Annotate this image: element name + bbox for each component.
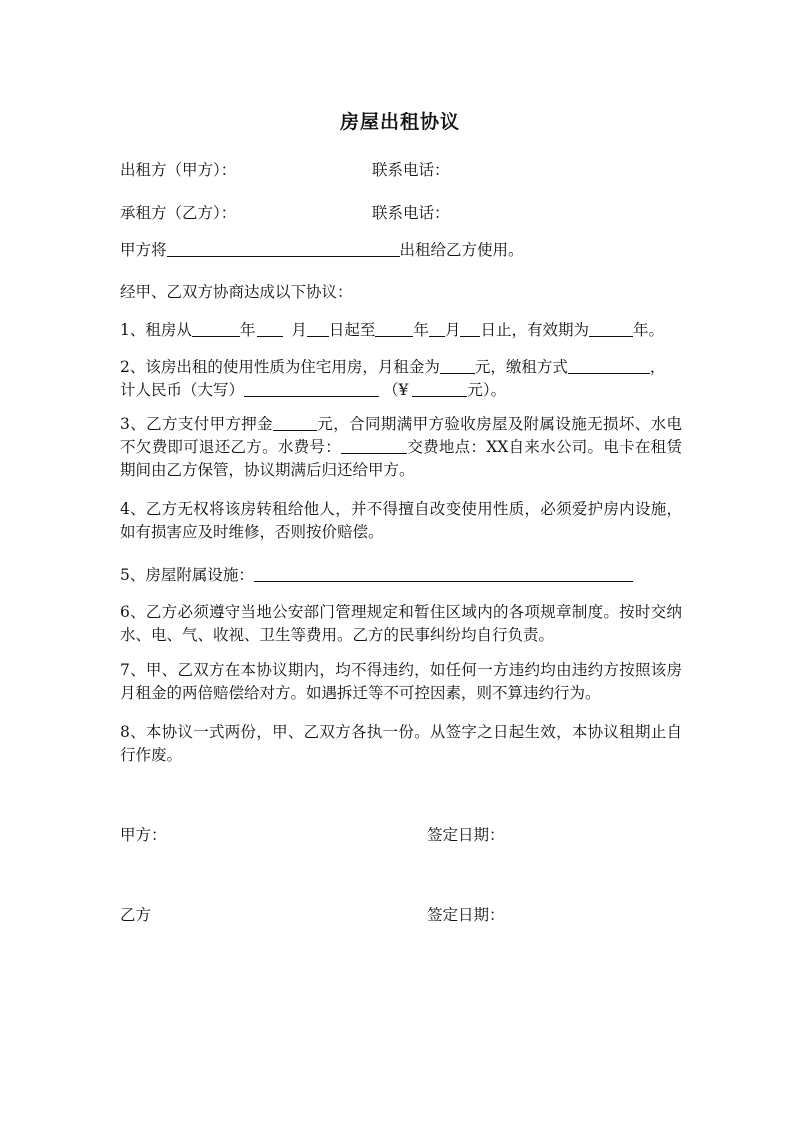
lessor-label: 出租方（甲方）： xyxy=(120,161,237,179)
clause2-text-c: ， xyxy=(649,358,666,376)
clause1-text-e: 年 xyxy=(413,321,429,339)
water-account-blank xyxy=(341,438,407,454)
facilities-blank xyxy=(254,566,633,582)
clause1-text-g: 日止，有效期为 xyxy=(480,321,589,339)
clause1-text-a: 1、租房从 xyxy=(120,321,192,339)
property-blank xyxy=(167,241,400,257)
amount-words-blank xyxy=(244,381,379,397)
start-day-blank xyxy=(307,321,329,337)
clause1-text-f: 月 xyxy=(444,321,461,339)
clause-4: 4、乙方无权将该房转租给他人，并不得擅自改变使用性质，必须爱护房内设施，如有损害应及时维修，否则按价赔偿。 xyxy=(120,500,682,541)
lease-line xyxy=(120,238,524,260)
term-years-blank xyxy=(589,321,633,337)
start-year-blank xyxy=(192,321,240,337)
clause3-text-c: 交费地点：XX自来水公司。电卡在租赁期间由乙方保管，协议期满后归还给甲方。 xyxy=(120,438,682,479)
payment-method-blank xyxy=(568,358,650,374)
lessor-phone-label: 联系电话： xyxy=(372,161,450,179)
clause-7: 7、甲、乙双方在本协议期内，均不得违约，如任何一方违约均由违约方按照该房月租金的两倍赔偿给对方。如遇拆迁等不可控因素，则不算违约行为。 xyxy=(120,661,682,702)
party-b-signature: 乙方 xyxy=(120,906,152,924)
clause2-text-f: 元）。 xyxy=(467,381,507,399)
clause1-text-h: 年。 xyxy=(632,321,664,339)
end-day-blank xyxy=(460,321,480,337)
clause-6: 6、乙方必须遵守当地公安部门管理规定和暂住区域内的各项规章制度。按时交纳水、电、气、收视、卫生等费用。乙方的民事纠纷均自行负责。 xyxy=(120,603,682,644)
clause5-label: 5、房屋附属设施： xyxy=(120,566,254,584)
party-a-signature: 甲方： xyxy=(120,826,167,844)
clause-8: 8、本协议一式两份，甲、乙双方各执一份。从签字之日起生效，本协议租期止自行作废。 xyxy=(120,723,682,764)
end-month-blank xyxy=(429,321,445,337)
lessee-label: 承租方（乙方）： xyxy=(120,204,237,222)
clause1-text-c: 月 xyxy=(291,321,307,339)
lease-prefix: 甲方将 xyxy=(120,241,167,259)
clause-1 xyxy=(120,318,664,340)
deposit-blank xyxy=(273,415,317,431)
document-title: 房屋出租协议 xyxy=(339,111,460,133)
clause3-text-a: 3、乙方支付甲方押金 xyxy=(120,415,274,433)
clause-5 xyxy=(120,563,633,585)
end-year-blank xyxy=(375,321,413,337)
lessor-row xyxy=(120,158,236,180)
amount-digits-blank xyxy=(412,381,467,397)
intro: 经甲、乙双方协商达成以下协议： xyxy=(120,283,353,301)
clause-2 xyxy=(120,356,682,402)
lessee-phone-label: 联系电话： xyxy=(372,204,450,222)
lease-suffix: 出租给乙方使用。 xyxy=(399,241,524,259)
clause1-text-b: 年 xyxy=(239,321,256,339)
clause3-text-b: 元，合同期满甲方验收房屋及附属设施无损坏、水电不欠费即可退还乙方。水费号： xyxy=(120,415,682,456)
rent-blank xyxy=(440,358,475,374)
clause2-text-e: （¥ xyxy=(383,381,409,399)
lessee-row xyxy=(120,201,236,223)
clause2-text-a: 2、该房出租的使用性质为住宅用房，月租金为 xyxy=(120,358,440,376)
clause1-text-d: 日起至 xyxy=(328,321,376,339)
clause2-text-d: 计人民币（大写） xyxy=(120,381,245,399)
start-month-blank xyxy=(257,321,283,337)
date-a-signature: 签定日期： xyxy=(427,826,505,844)
clause2-text-b: 元，缴租方式 xyxy=(474,358,568,376)
clause-3 xyxy=(120,413,682,482)
date-b-signature: 签定日期： xyxy=(427,906,505,924)
